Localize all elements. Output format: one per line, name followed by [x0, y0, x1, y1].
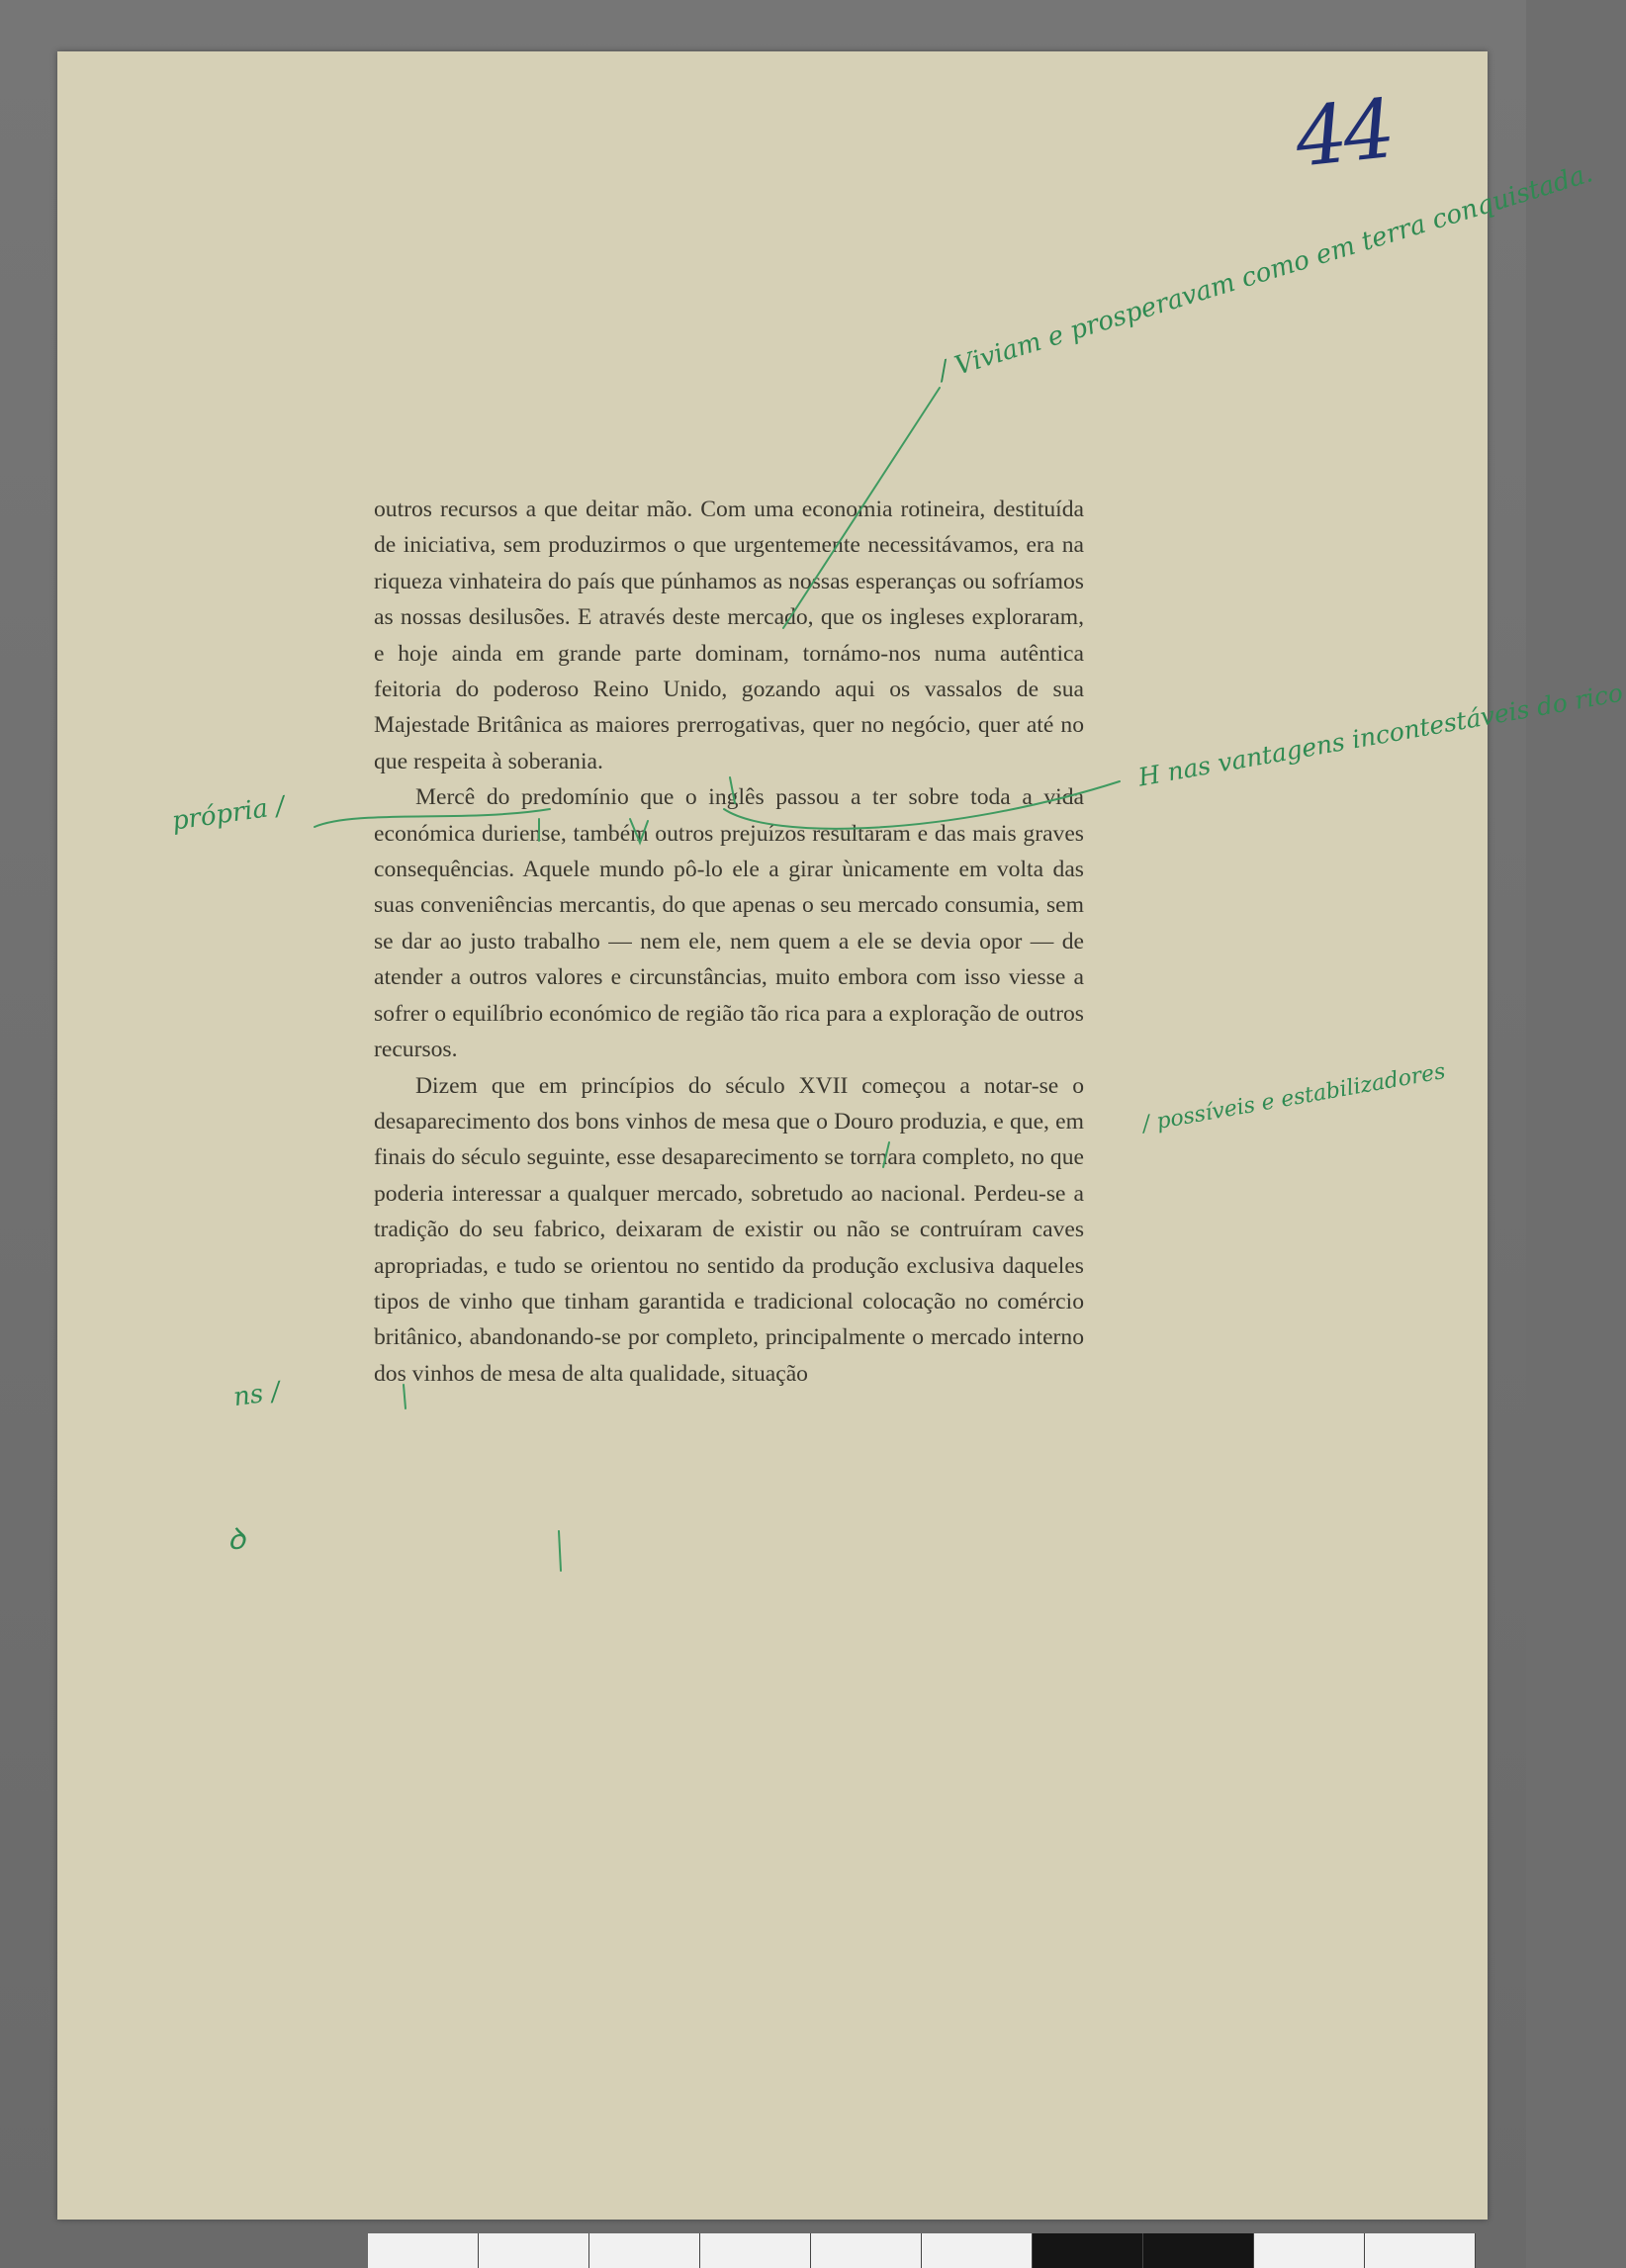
- paragraph-2: Mercê do predomínio que o inglês passou a ter sobre toda a vida económica duriense, também outros prejuízos resultaram e das mais graves consequências. Aquele mundo pô-lo ele a girar ùnicamente em volta das suas conveniências mercantis, do que apenas o seu mercado consumia, sem se dar ao justo trabalho — nem ele, nem quem a ele se devia opor — de atender a outros valores e circunstâncias, muito embora com isso viesse a sofrer o equilíbrio económico de região tão rica para a exploração de outros recursos.: [374, 784, 1084, 1063]
- ruler-segment: [1254, 2233, 1365, 2268]
- annotation-right-handwritten: H nas vantagens incontestáveis do rico: [1135, 678, 1626, 792]
- body-text: [374, 492, 1084, 1392]
- paragraph-1: outros recursos a que deitar mão. Com uma economia rotineira, destituída de iniciativa, sem produzirmos o que urgentemente necessitávamos, era na riqueza vinhateira do país que púnhamos as nossas esperanças ou sofríamos as nossas desilusões. E através deste mercado, que os ingleses exploraram, e hoje ainda em grande parte dominam, tornámo-nos numa autêntica feitoria do poderoso Reino Unido, gozando aqui os vassalos de sua Majestade Britânica as maiores prerrogativas, quer no negócio, quer até no que respeita à soberania.: [374, 497, 1084, 774]
- annotation-left-deletion-mark: ꝺ: [227, 1522, 245, 1557]
- annotation-left-handwritten: própria /: [170, 791, 287, 837]
- ruler-segment: [589, 2233, 700, 2268]
- ruler-segment: [1033, 2233, 1143, 2268]
- ruler-segment: [922, 2233, 1033, 2268]
- annotation-left-ms: ns /: [231, 1376, 282, 1413]
- paragraph-3: Dizem que em princípios do século XVII começou a notar-se o desaparecimento dos bons vinhos de mesa que o Douro produzia, e que, em finais do século seguinte, esse desaparecimento se tornara completo, no que poderia interessar a qualquer mercado, sobretudo ao nacional. Perdeu-se a tradição do seu fabrico, deixaram de existir ou não se contruíram caves apropriadas, e tudo se orientou no sentido da produção exclusiva daqueles tipos de vinho que tinham garantida e tradicional colocação no comércio britânico, abandonando-se por completo, principalmente o mercado interno dos vinhos de mesa de alta qualidade, situação: [374, 1072, 1084, 1387]
- annotation-right-lower-handwritten: / possíveis e estabilizadores: [1140, 1058, 1448, 1137]
- ruler-segment: [1365, 2233, 1476, 2268]
- scale-ruler: [368, 2233, 1476, 2268]
- ruler-segment: [479, 2233, 589, 2268]
- annotation-top-handwritten: / Viviam e prosperavam como em terra conquistada.: [935, 158, 1597, 387]
- ruler-segment: [700, 2233, 811, 2268]
- page-number: 44: [1291, 82, 1397, 186]
- ruler-segment: [368, 2233, 479, 2268]
- ruler-segment: [1143, 2233, 1254, 2268]
- ruler-segment: [811, 2233, 922, 2268]
